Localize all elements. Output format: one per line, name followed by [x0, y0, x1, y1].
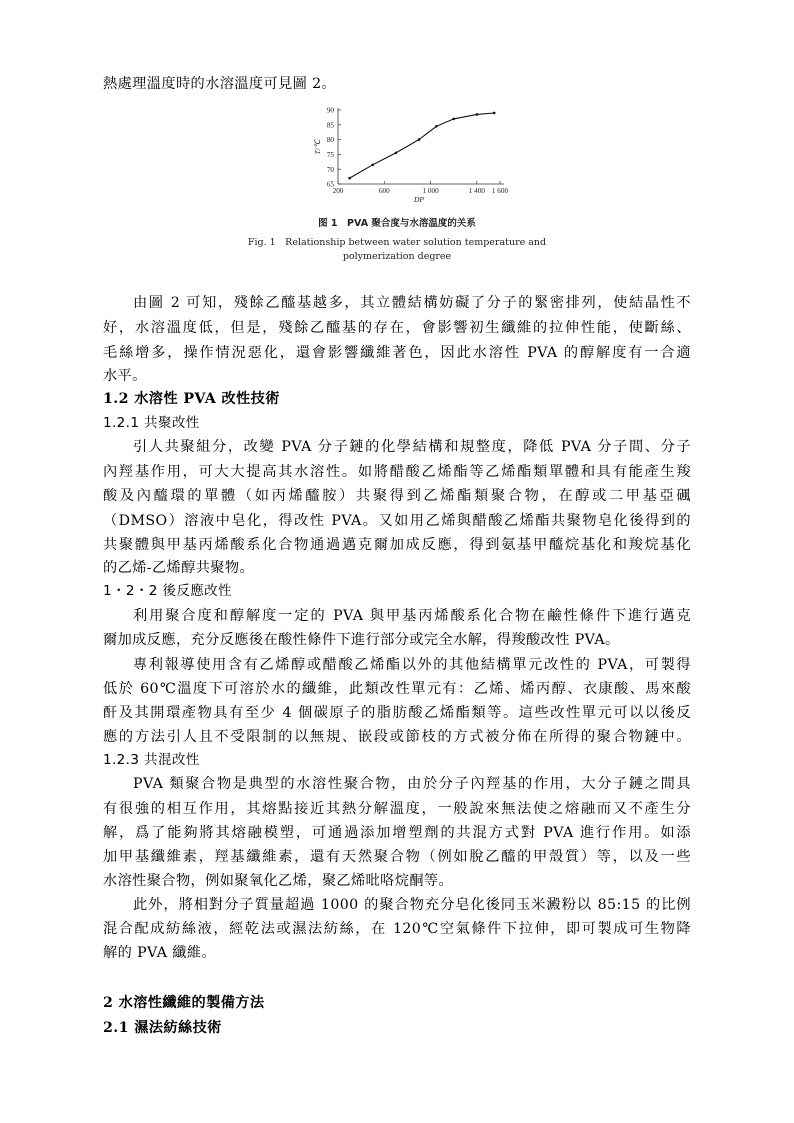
y-tick-label: 80 [326, 136, 334, 145]
p5-line: 有很強的相互作用，其熔點接近其熱分解溫度，一般說來無法使之熔融而又不產生分 [103, 801, 691, 817]
p5-line: 加甲基纖維素，羥基纖維素，還有天然聚合物（例如脫乙醯的甲殼質）等，以及一些 [103, 849, 691, 865]
heading-2: 2 水溶性纖維的製備方法 [103, 995, 265, 1011]
series-point [348, 177, 351, 180]
p1-line: 好，水溶溫度低，但是，殘餘乙醯基的存在，會影響初生纖維的拉伸性能，使斷絲、 [103, 320, 691, 336]
figure-chart [278, 102, 518, 202]
figure-caption-en-1: Fig. 1 Relationship between water solution temperature and [247, 237, 547, 248]
p1-line: 毛絲增多，操作情況惡化，還會影響纖維著色，因此水溶性 PVA 的醇解度有一合適 [103, 345, 691, 361]
figure-caption-en-2: polymerization degree [342, 251, 452, 262]
y-tick-label: 85 [326, 121, 334, 130]
p4-line: 低於 60℃溫度下可溶於水的纖維，此類改性單元有：乙烯、烯丙醇、衣康酸、馬來酸 [103, 681, 691, 697]
y-tick-label: 70 [326, 165, 334, 174]
heading-1-2-3: 1.2.3 共混改性 [103, 752, 200, 768]
series-point [435, 125, 438, 128]
p2-line: 共聚體與甲基丙烯酸系化合物通過邁克爾加成反應，得到氨基甲醯烷基化和羧烷基化 [103, 537, 691, 553]
heading-1-2-1: 1.2.1 共聚改性 [103, 415, 200, 431]
p4-line: 酐及其開環產物具有至少 4 個碳原子的脂肪酸乙烯酯類等。這些改性單元可以以後反 [103, 705, 691, 721]
x-axis-label: DP [414, 195, 424, 202]
series-line [350, 113, 495, 178]
p3-line: 爾加成反應，充分反應後在酸性條件下進行部分或完全水解，得羧酸改性 PVA。 [103, 632, 620, 648]
p1-line: 由圖 2 可知，殘餘乙醯基越多，其立體結構妨礙了分子的緊密排列，使結晶性不 [133, 295, 691, 311]
p6-line: 此外，將相對分子質量超過 1000 的聚合物充分皂化後同玉米澱粉以 85:15 的比例 [133, 897, 691, 913]
p2-line: 引人共聚組分，改變 PVA 分子鏈的化學結構和規整度，降低 PVA 分子間、分子 [133, 439, 691, 455]
x-tick-label: 1 000 [422, 187, 439, 195]
figure-caption-cn: 图 1 PVA 聚合度与水溶温度的关系 [318, 218, 476, 229]
p2-line: 內羥基作用，可大大提高其水溶性。如將醋酸乙烯酯等乙烯酯類單體和具有能產生羧 [103, 464, 691, 480]
p4-line: 應的方法引人且不受限制的以無規、嵌段或節枝的方式被分佈在所得的聚合物鏈中。 [103, 729, 691, 745]
p5-line: 水溶性聚合物，例如聚氧化乙烯，聚乙烯吡咯烷酮等。 [103, 873, 454, 889]
series-point [452, 118, 455, 121]
series-point [395, 152, 398, 155]
p1-line: 水平。 [103, 368, 147, 384]
x-tick-label: 200 [332, 187, 344, 195]
y-tick-label: 75 [326, 151, 334, 159]
series-point [476, 113, 479, 116]
heading-2-1: 2.1 濕法紡絲技術 [103, 1020, 222, 1036]
heading-1-2-2: 1・2・2 後反應改性 [103, 583, 232, 599]
p5-line: PVA 類聚合物是典型的水溶性聚合物，由於分子內羥基的作用，大分子鏈之間具 [133, 776, 691, 792]
intro-line: 熱處理溫度時的水溶溫度可見圖 2。 [103, 76, 337, 92]
p5-line: 解，爲了能夠將其熔融模塑，可通過添加增塑劑的共混方式對 PVA 進行作用。如添 [103, 825, 691, 841]
series-point [493, 112, 496, 115]
y-tick-label: 65 [326, 180, 334, 189]
heading-1-2: 1.2 水溶性 PVA 改性技術 [103, 391, 280, 407]
x-tick-label: 1 600 [491, 187, 509, 195]
x-tick-label: 1 400 [468, 187, 485, 195]
series-point [418, 138, 421, 141]
series-point [371, 163, 374, 166]
y-tick-label: 90 [326, 106, 334, 115]
p2-line: 的乙烯-乙烯醇共聚物。 [103, 560, 255, 576]
x-tick-label: 600 [378, 187, 390, 195]
p2-line: 酸及內醯環的單體（如丙烯醯胺）共聚得到乙烯酯類聚合物，在醇或二甲基亞碸 [103, 488, 691, 504]
p2-line: （DMSO）溶液中皂化，得改性 PVA。又如用乙烯與醋酸乙烯酯共聚物皂化後得到的 [103, 513, 691, 529]
p6-line: 解的 PVA 纖維。 [103, 945, 217, 961]
p6-line: 混合配成紡絲液，經乾法或濕法紡絲，在 120℃空氣條件下拉伸，即可製成可生物降 [103, 921, 691, 937]
p4-line: 專利報導使用含有乙烯醇或醋酸乙烯酯以外的其他結構單元改性的 PVA，可製得 [133, 657, 691, 673]
y-axis-label: T/℃ [313, 139, 322, 155]
p3-line: 利用聚合度和醇解度一定的 PVA 與甲基丙烯酸系化合物在鹼性條件下進行邁克 [133, 608, 691, 624]
